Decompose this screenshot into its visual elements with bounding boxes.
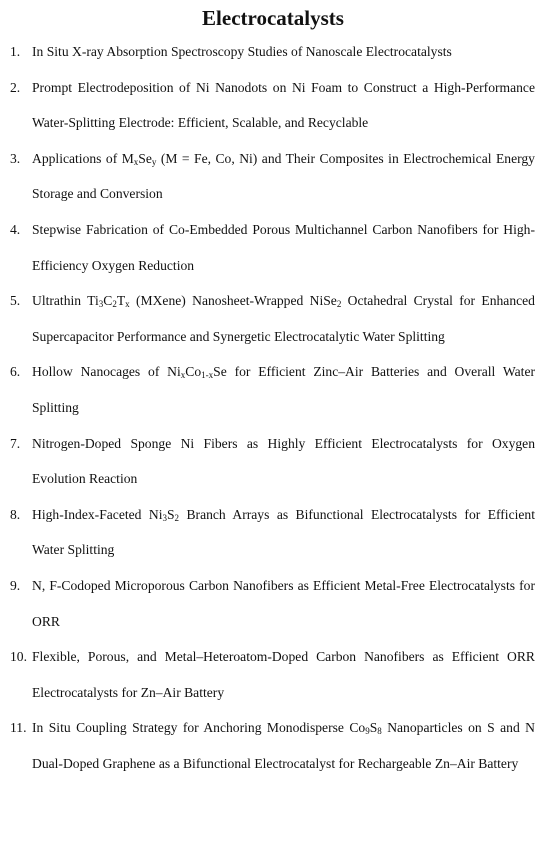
title-text: Applications of M xyxy=(32,150,134,166)
subscript-text: x xyxy=(125,299,130,310)
title-text: Octahedral Crystal for Enhanced Supercapacitor Performance and Synergetic Electrocatalytic Water Splitting xyxy=(32,293,535,344)
title-text: In Situ X-ray Absorption Spectroscopy Studies of Nanoscale Electrocatalysts xyxy=(32,44,452,59)
reference-title xyxy=(32,293,535,344)
title-text: T xyxy=(116,293,126,309)
title-text: C xyxy=(103,293,113,309)
reference-number: 6. xyxy=(10,364,21,380)
page-title: Electrocatalysts xyxy=(202,6,344,30)
reference-item xyxy=(0,141,535,212)
subscript-text: 2 xyxy=(174,512,180,523)
subscript-text: y xyxy=(151,156,157,167)
title-text: Prompt Electrodeposition of Ni Nanodots on Ni Foam to Construct a High-Performance Water-Splitting Electrode: Efficient, Scalable, and Recyclable xyxy=(32,79,535,131)
title-text: Branch Arrays as Bifunctional Electrocatalysts for Efficient Water Splitting xyxy=(32,506,536,558)
reference-title xyxy=(32,222,535,273)
reference-number: 8. xyxy=(10,506,21,522)
reference-item xyxy=(0,70,535,141)
reference-item xyxy=(0,354,535,425)
title-text: (M = Fe, Co, Ni) and Their Composites in Electrochemical Energy Storage and Conversion xyxy=(32,150,535,202)
subscript-text: 2 xyxy=(112,299,117,310)
reference-number: 11. xyxy=(10,720,27,736)
title-text: Ultrathin Ti xyxy=(32,293,99,309)
reference-number: 10. xyxy=(10,649,27,665)
reference-item xyxy=(0,426,535,497)
reference-list xyxy=(0,34,546,781)
title-text: (MXene) Nanosheet-Wrapped NiSe xyxy=(129,293,337,309)
title-text: Stepwise Fabrication of Co-Embedded Porous Multichannel Carbon Nanofibers for High-Efficiency Oxygen Reduction xyxy=(32,221,535,273)
title-text: Flexible, Porous, and Metal–Heteroatom-Doped Carbon Nanofibers as Efficient ORR Electrocatalysts for Zn–Air Battery xyxy=(32,649,535,700)
reference-title xyxy=(32,364,535,415)
reference-item xyxy=(0,283,535,354)
reference-title xyxy=(32,649,535,700)
reference-item xyxy=(0,710,535,781)
title-text: Hollow Nanocages of Ni xyxy=(32,364,181,380)
reference-title xyxy=(32,436,535,487)
subscript-text: 3 xyxy=(162,512,167,523)
reference-title xyxy=(32,80,535,131)
reference-title xyxy=(32,44,452,59)
reference-number: 4. xyxy=(10,221,21,237)
reference-item xyxy=(0,639,535,710)
subscript-text: 9 xyxy=(365,726,370,737)
reference-number: 2. xyxy=(10,79,21,95)
reference-number: 3. xyxy=(10,150,21,166)
reference-number: 9. xyxy=(10,577,21,593)
title-text: In Situ Coupling Strategy for Anchoring Monodisperse Co xyxy=(32,720,366,736)
reference-title xyxy=(32,720,535,771)
reference-number: 7. xyxy=(10,435,21,451)
subscript-text: x xyxy=(133,156,139,167)
title-text: N, F-Codoped Microporous Carbon Nanofibers as Efficient Metal-Free Electrocatalysts for ORR xyxy=(32,577,535,629)
title-text: Nitrogen-Doped Sponge Ni Fibers as Highly Efficient Electrocatalysts for Oxygen Evolution Reaction xyxy=(32,435,535,487)
reference-item xyxy=(0,212,535,283)
reference-title xyxy=(32,151,535,202)
subscript-text: x xyxy=(180,370,186,381)
title-text: Se for Efficient Zinc–Air Batteries and Overall Water Splitting xyxy=(32,364,536,415)
reference-number: 1. xyxy=(10,44,21,59)
reference-item xyxy=(0,497,535,568)
title-text: Se xyxy=(138,150,152,166)
title-text: S xyxy=(166,506,175,522)
reference-item xyxy=(0,34,535,70)
subscript-text: 2 xyxy=(336,299,342,310)
subscript-text: 8 xyxy=(377,726,382,737)
subscript-text: 1-x xyxy=(201,370,214,381)
title-text: Co xyxy=(185,364,202,380)
title-text: High-Index-Faceted Ni xyxy=(32,506,163,522)
reference-number: 5. xyxy=(10,293,21,309)
title-text: S xyxy=(369,720,378,736)
reference-title xyxy=(32,507,535,558)
reference-item xyxy=(0,568,535,639)
reference-title xyxy=(32,578,535,629)
title-text: Nanoparticles on S and N Dual-Doped Graphene as a Bifunctional Electrocatalyst for Rechargeable Zn–Air Battery xyxy=(32,720,535,771)
subscript-text: 3 xyxy=(98,299,104,310)
